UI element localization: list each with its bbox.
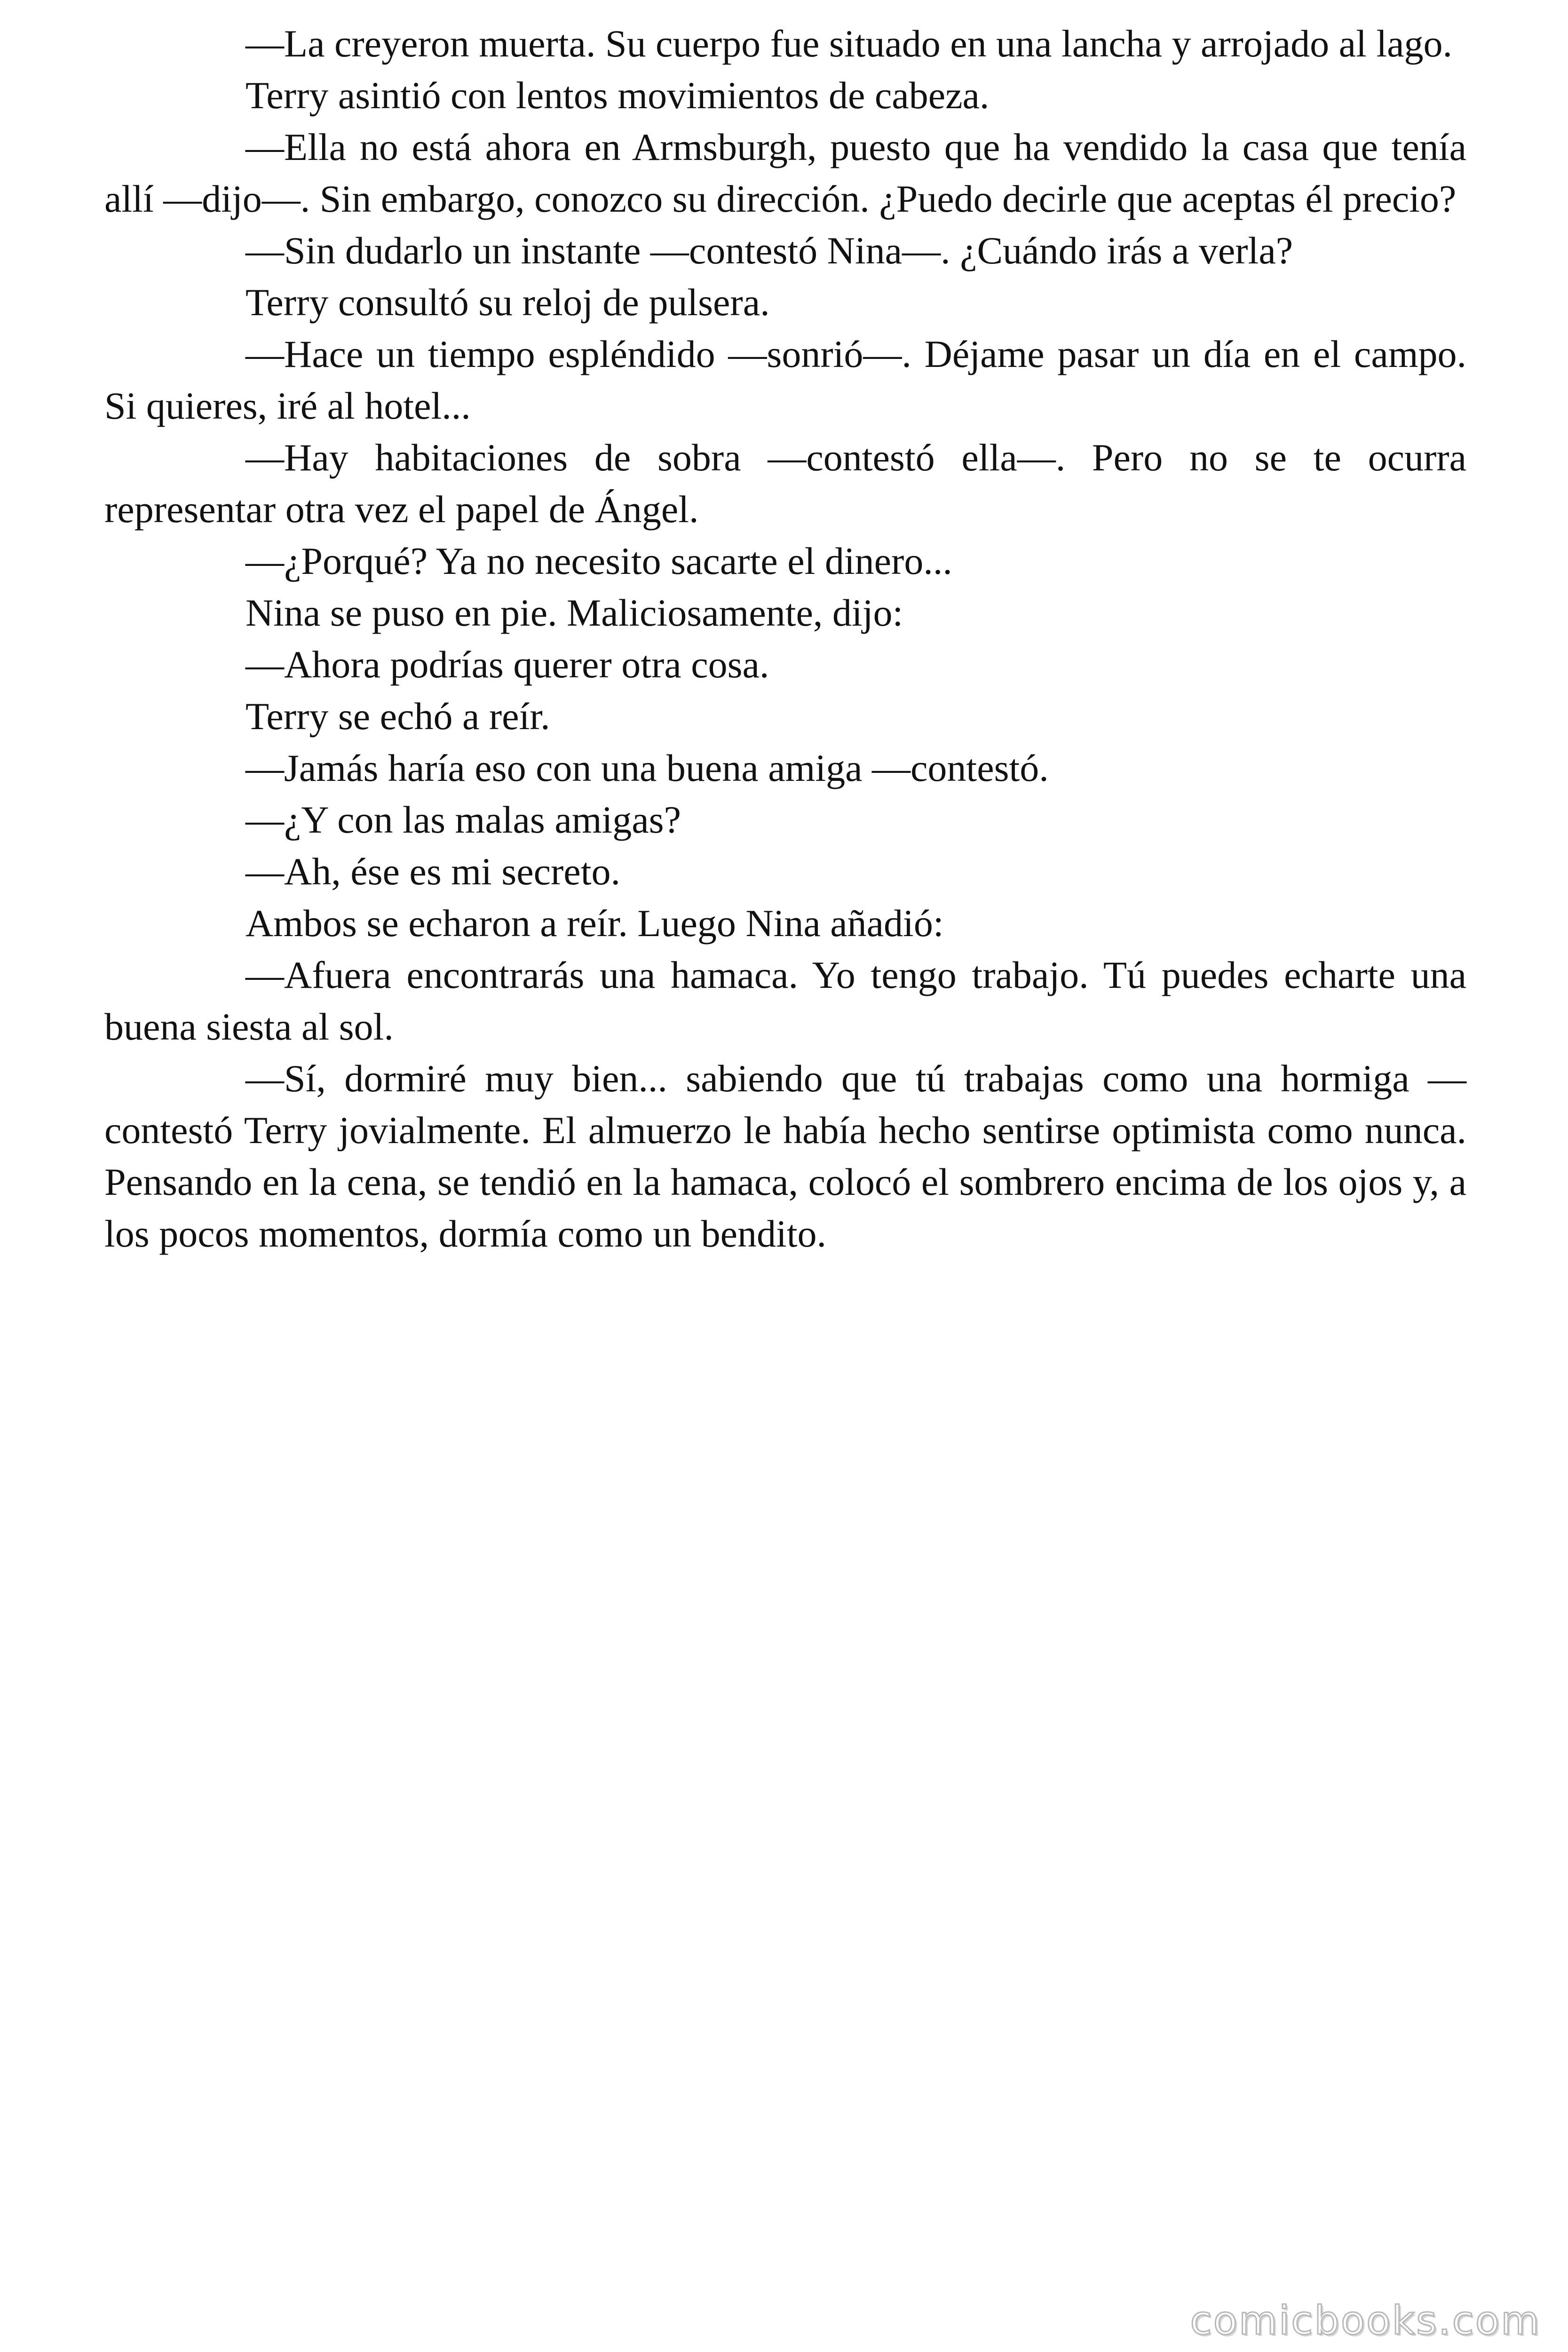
paragraph-2: Terry asintió con lentos movimientos de cabeza. — [245, 74, 990, 117]
paragraph-8: —¿Porqué? Ya no necesito sacarte el dinero... — [245, 540, 952, 582]
paragraph-13: —¿Y con las malas amigas? — [245, 798, 681, 841]
paragraph-15: Ambos se echaron a reír. Luego Nina añadió: — [245, 902, 944, 945]
paragraph-1: —La creyeron muerta. Su cuerpo fue situado en una lancha y arrojado al lago. — [245, 22, 1453, 65]
paragraph-12: —Jamás haría eso con una buena amiga —contestó. — [245, 747, 1049, 789]
paragraph-9: Nina se puso en pie. Maliciosamente, dijo: — [245, 591, 903, 634]
paragraph-10: —Ahora podrías querer otra cosa. — [245, 643, 769, 686]
paragraph-17: —Sí, dormiré muy bien... sabiendo que tú trabajas como una hormiga —contestó Terry jovialmente. El almuerzo le había hecho sentirse optimista como nunca. Pensando en la cena, se tendió en la hamaca, colocó el sombrero encima de los ojos y, a los pocos momentos, dormía como un bendito. — [104, 1057, 1466, 1255]
paragraph-3: —Ella no está ahora en Armsburgh, puesto que ha vendido la casa que tenía allí —dijo—. Sin embargo, conozco su dirección. ¿Puedo decirle que aceptas él precio? — [104, 126, 1466, 220]
paragraph-6: —Hace un tiempo espléndido —sonrió—. Déjame pasar un día en el campo. Si quieres, iré al hotel... — [104, 333, 1466, 427]
paragraph-11: Terry se echó a reír. — [245, 695, 550, 738]
paragraph-4: —Sin dudarlo un instante —contestó Nina—. ¿Cuándo irás a verla? — [245, 229, 1293, 272]
watermark: comicbooks.com — [1190, 2297, 1541, 2344]
paragraph-14: —Ah, ése es mi secreto. — [245, 850, 620, 893]
page-body — [104, 18, 1466, 1260]
paragraph-5: Terry consultó su reloj de pulsera. — [245, 281, 770, 324]
paragraph-7: —Hay habitaciones de sobra —contestó ella—. Pero no se te ocurra representar otra vez el papel de Ángel. — [104, 436, 1466, 531]
paragraph-16: —Afuera encontrarás una hamaca. Yo tengo trabajo. Tú puedes echarte una buena siesta al sol. — [104, 954, 1466, 1048]
